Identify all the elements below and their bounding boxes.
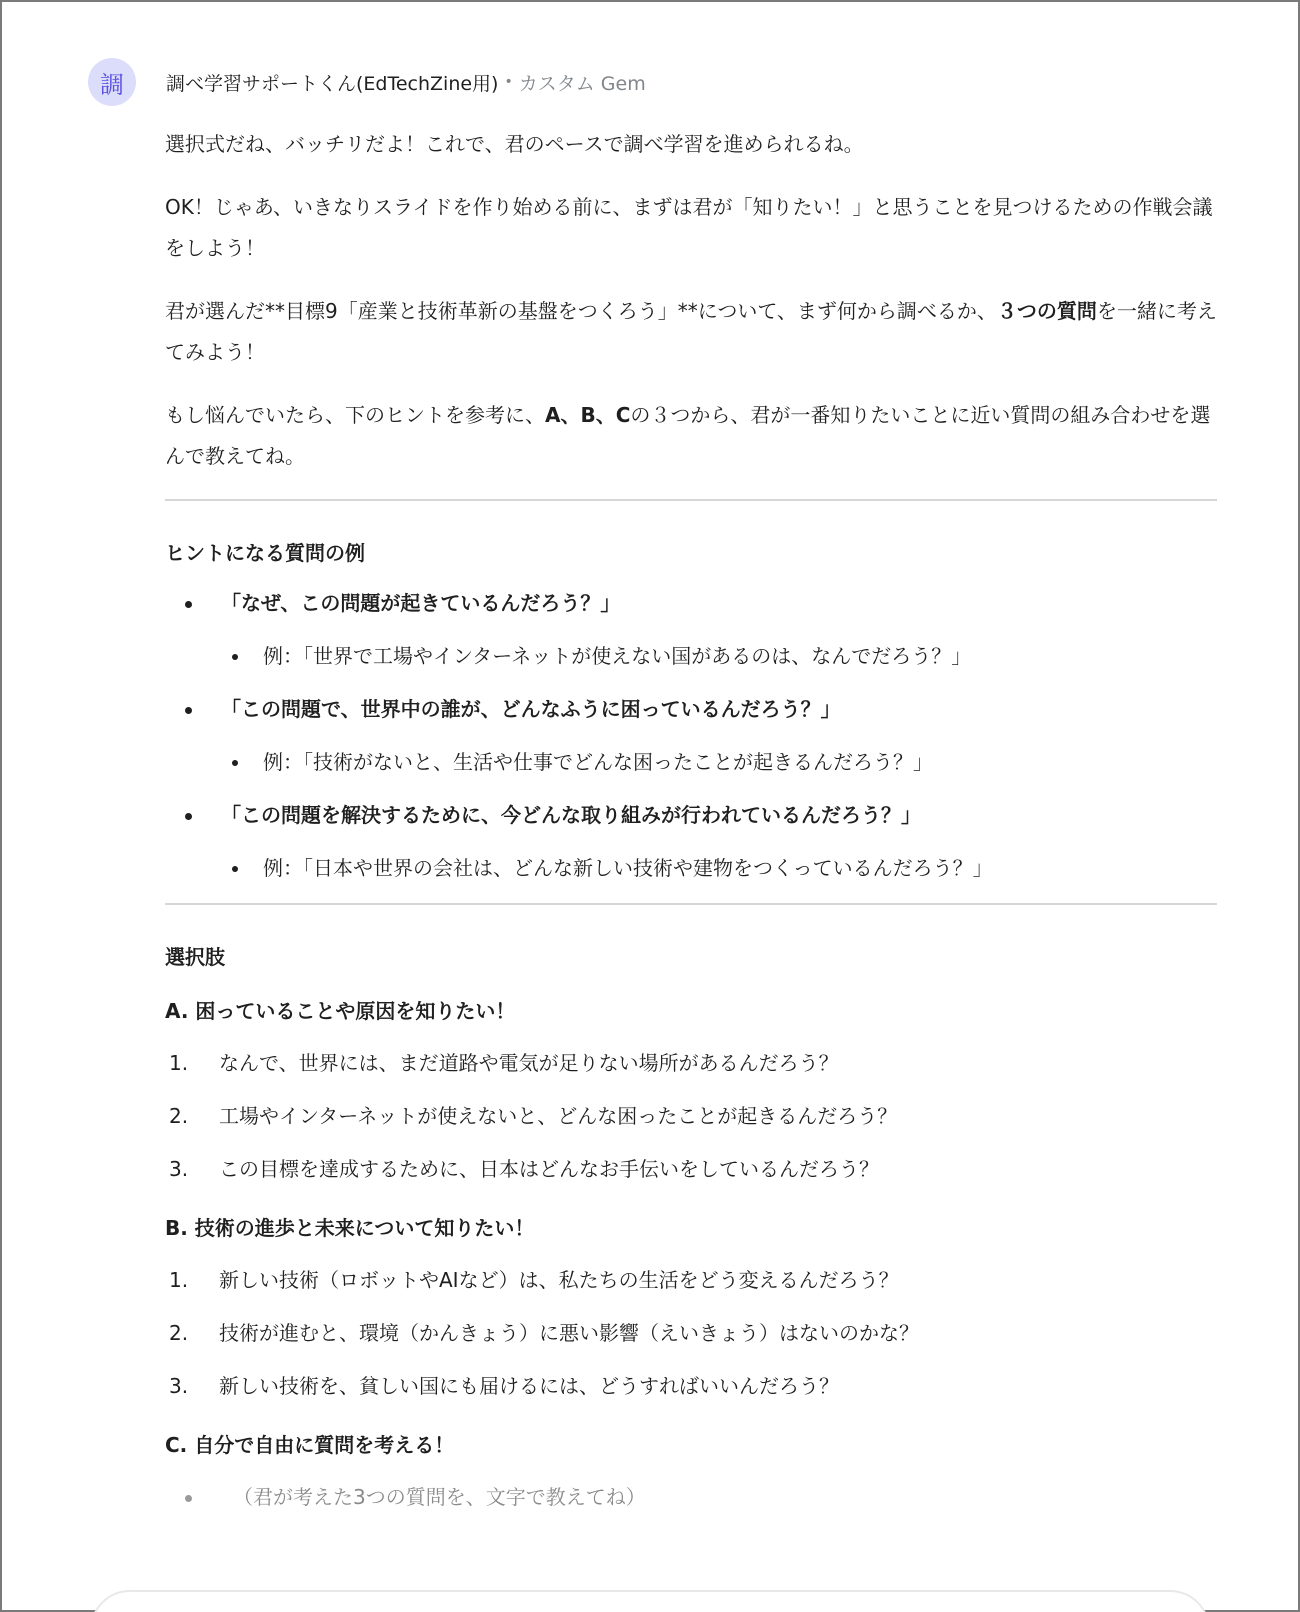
bullet-icon: [185, 707, 192, 714]
option-item: [165, 1149, 1217, 1190]
option-item: [165, 1313, 1217, 1354]
gem-name: 調べ学習サポートくん(EdTechZine用): [166, 72, 499, 95]
free-question-text: （君が考えた3つの質問を、文字で教えてね）: [233, 1485, 646, 1509]
option-group-b-title: B. 技術の進歩と未来について知りたい！: [165, 1216, 535, 1240]
hint-item: [165, 583, 1217, 624]
hint-item: [165, 689, 1217, 730]
hint-example-text: 例：「技術がないと、生活や仕事でどんな困ったことが起きるんだろう？」: [263, 750, 933, 774]
option-item: [165, 1366, 1217, 1407]
bullet-icon: [185, 601, 192, 608]
text: 君が選んだ**目標9「産業と技術革新の基盤をつくろう」**について、まず何から調べるか、: [165, 299, 997, 323]
item-number: 1.: [169, 1268, 189, 1292]
gem-header: [88, 58, 646, 106]
option-item: [165, 1096, 1217, 1137]
item-number: 3.: [169, 1157, 189, 1181]
gem-type-label: カスタム Gem: [518, 72, 646, 95]
item-text: なんで、世界には、まだ道路や電気が足りない場所があるんだろう？: [219, 1051, 839, 1075]
hints-heading: ヒントになる質問の例: [165, 541, 365, 565]
hint-example-text: 例：「世界で工場やインターネットが使えない国があるのは、なんでだろう？」: [263, 644, 972, 668]
item-text: 工場やインターネットが使えないと、どんな困ったことが起きるんだろう？: [219, 1104, 898, 1128]
item-number: 2.: [169, 1321, 189, 1345]
bullet-icon: [232, 760, 238, 766]
options-heading: 選択肢: [165, 945, 225, 969]
item-text: 技術が進むと、環境（かんきょう）に悪い影響（えいきょう）はないのかな？: [219, 1321, 919, 1345]
chat-page: [2, 2, 1298, 1610]
option-item: [165, 1260, 1217, 1301]
bullet-icon: [185, 1495, 192, 1502]
separator-dot: •: [504, 74, 513, 90]
option-group-c-title: C. 自分で自由に質問を考える！: [165, 1433, 455, 1457]
bullet-icon: [232, 654, 238, 660]
option-group-a-title: A. 困っていることや原因を知りたい！: [165, 999, 516, 1023]
option-item: [165, 1043, 1217, 1084]
paragraph: 選択式だね、バッチリだよ！これで、君のペースで調べ学習を進められるね。: [165, 132, 864, 156]
hint-question: 「この問題を解決するために、今どんな取り組みが行われているんだろう？」: [221, 803, 921, 827]
bold-text: ３つの質問: [996, 299, 1097, 323]
bullet-icon: [232, 866, 238, 872]
paragraph: [165, 395, 1217, 477]
hint-example: [165, 636, 1217, 677]
hint-example: [165, 848, 1217, 889]
paragraph: [165, 291, 1217, 373]
text: もし悩んでいたら、下のヒントを参考に、: [165, 403, 545, 427]
prompt-input-box[interactable]: [90, 1590, 1210, 1612]
item-number: 1.: [169, 1051, 189, 1075]
gem-avatar[interactable]: 調: [88, 58, 136, 106]
item-number: 3.: [169, 1374, 189, 1398]
bold-text: A、B、C: [545, 403, 631, 427]
item-text: この目標を達成するために、日本はどんなお手伝いをしているんだろう？: [219, 1157, 879, 1181]
item-text: 新しい技術を、貧しい国にも届けるには、どうすればいいんだろう？: [219, 1374, 839, 1398]
divider: [165, 903, 1217, 905]
hint-list: [165, 583, 1217, 889]
free-question-hint: [165, 1477, 1217, 1518]
hint-question: 「この問題で、世界中の誰が、どんなふうに困っているんだろう？」: [221, 697, 841, 721]
item-number: 2.: [169, 1104, 189, 1128]
hint-question: 「なぜ、この問題が起きているんだろう？」: [221, 591, 621, 615]
paragraph: OK！じゃあ、いきなりスライドを作り始める前に、まずは君が「知りたい！」と思うことを見つけるための作戦会議をしよう！: [165, 195, 1213, 260]
hint-item: [165, 795, 1217, 836]
text: を一緒に考えてみよう！: [165, 299, 1217, 364]
item-text: 新しい技術（ロボットやAIなど）は、私たちの生活をどう変えるんだろう？: [219, 1268, 899, 1292]
model-response: [165, 124, 1217, 1518]
hint-example: [165, 742, 1217, 783]
bullet-icon: [185, 813, 192, 820]
text: の３つから、君が一番知りたいことに近い質問の組み合わせを選んで教えてね。: [165, 403, 1211, 468]
hint-example-text: 例：「日本や世界の会社は、どんな新しい技術や建物をつくっているんだろう？」: [263, 856, 993, 880]
divider: [165, 499, 1217, 501]
